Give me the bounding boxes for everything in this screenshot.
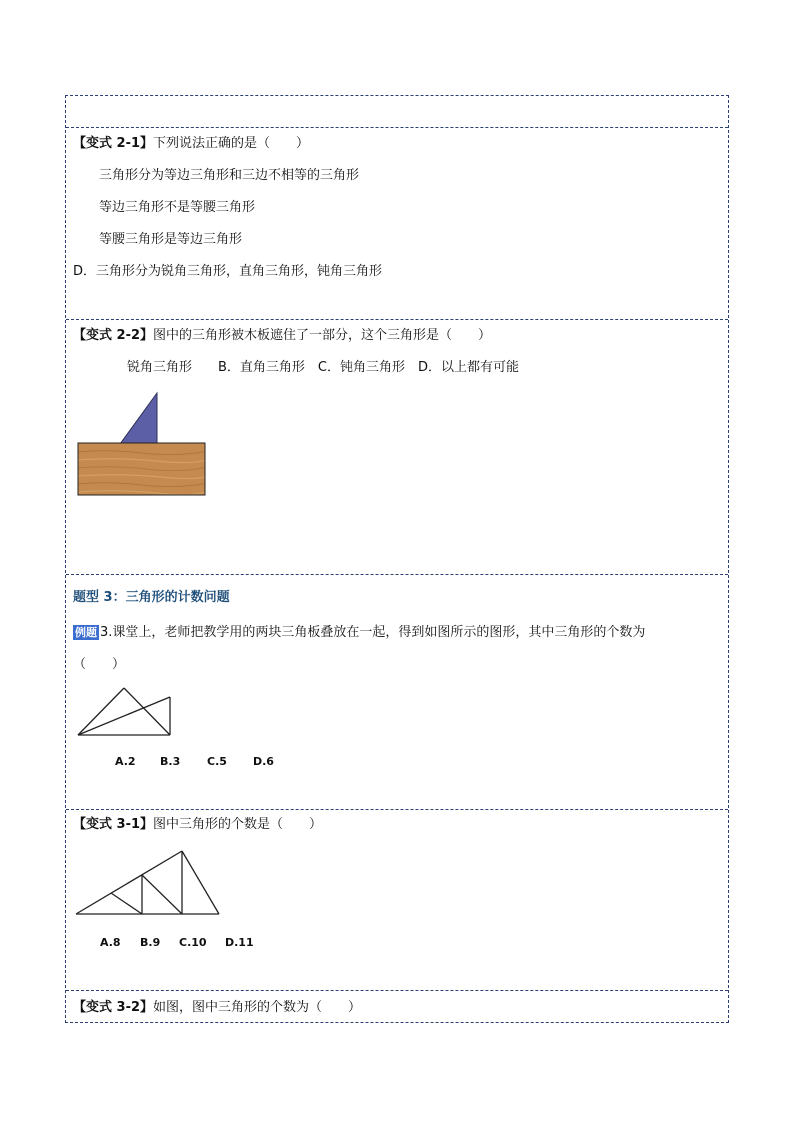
option-b: B.3 xyxy=(160,755,181,768)
covered-triangle-figure xyxy=(76,392,208,498)
question-stem-cont: （ ） xyxy=(73,657,126,672)
divider xyxy=(66,127,728,128)
divider xyxy=(66,990,728,991)
option-a-text: 三角形分为等边三角形和三边不相等的三角形 xyxy=(99,168,360,183)
question-stem: 图中的三角形被木板遮住了一部分，这个三角形是（ ） xyxy=(153,328,492,343)
question-label: 【变式 2-1】 xyxy=(73,136,154,151)
question-2-2 xyxy=(73,327,491,345)
divider xyxy=(66,319,728,320)
option-c: C.5 xyxy=(207,755,227,768)
option-d: D.6 xyxy=(253,755,274,768)
question-stem: 如图，图中三角形的个数为（ ） xyxy=(153,1000,362,1015)
question-3-2 xyxy=(73,999,361,1017)
options-line: 锐角三角形 B．直角三角形 C．钝角三角形 D．以上都有可能 xyxy=(127,360,520,375)
option-c: C.10 xyxy=(179,936,207,949)
question-stem: 图中三角形的个数是（ ） xyxy=(153,817,323,832)
option-d-text: D．三角形分为锐角三角形，直角三角形，钝角三角形 xyxy=(73,264,383,279)
question-stem: 下列说法正确的是（ ） xyxy=(153,136,310,151)
question-2-1 xyxy=(73,135,309,153)
option-b: B.9 xyxy=(140,936,161,949)
question-label: 【变式 3-2】 xyxy=(73,1000,154,1015)
example-question xyxy=(73,624,645,642)
nested-triangles-figure xyxy=(74,848,222,918)
triangle-shape xyxy=(120,393,157,444)
option-b-text: 等边三角形不是等腰三角形 xyxy=(99,200,256,215)
example-badge: 例题 xyxy=(75,626,97,639)
wooden-board xyxy=(78,443,205,495)
option-a: A.8 xyxy=(100,936,121,949)
option-d: D.11 xyxy=(225,936,254,949)
option-c-text: 等腰三角形是等边三角形 xyxy=(99,232,243,247)
question-label: 【变式 3-1】 xyxy=(73,817,154,832)
question-stem: 3.课堂上，老师把教学用的两块三角板叠放在一起，得到如图所示的图形，其中三角形的个数为 xyxy=(100,625,646,640)
option-a: A.2 xyxy=(115,755,136,768)
question-label: 【变式 2-2】 xyxy=(73,328,154,343)
divider xyxy=(66,574,728,575)
divider xyxy=(66,809,728,810)
question-3-1 xyxy=(73,816,322,834)
overlapping-set-squares-figure xyxy=(76,686,174,738)
section-heading: 题型 3：三角形的计数问题 xyxy=(73,590,230,605)
